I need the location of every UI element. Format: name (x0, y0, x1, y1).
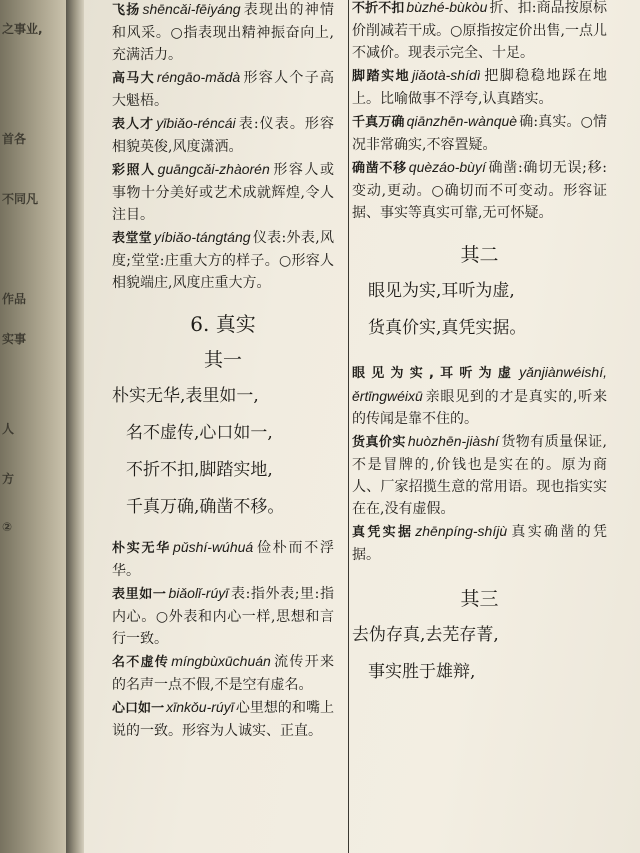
dictionary-entry: 朴实无华 pǔshí-wúhuá 俭朴而不浮华。 (112, 539, 334, 579)
poem-line: 货真价实,真凭实据。 (368, 318, 527, 338)
left-page-fragment: 作品 (2, 292, 27, 306)
poem-subtitle: 其一 (203, 349, 242, 371)
dictionary-entry: 眼见为实,耳听为虚 yǎnjiànwéishí, ěrtīngwéixū 亲眼见到的才是真实的,听来的传闻是靠不住的。 (352, 364, 607, 427)
left-page-fragment: 实事 (2, 332, 27, 346)
left-page-fragment: 之事业, (2, 22, 43, 36)
poem-line: 去伪存真,去芜存菁, (352, 625, 499, 645)
column-divider (348, 0, 349, 853)
dictionary-entry: 真凭实据 zhēnpíng-shíjù 真实确凿的凭据。 (352, 523, 607, 563)
book-gutter (66, 0, 86, 853)
left-column (112, 0, 334, 742)
dictionary-entry: 不折不扣 bùzhé-bùkòu 折、扣:商品按原标价削减若干成。○原指按定价出售,一点儿不减价。现表示完全、十足。 (352, 0, 607, 61)
left-page-fragment: 首各 (2, 132, 27, 146)
left-page-fragment: 不同凡 (2, 192, 39, 206)
poem-line: 眼见为实,耳听为虚, (368, 281, 515, 301)
right-column (352, 0, 607, 691)
dictionary-entry: 表里如一 biǎolǐ-rúyī 表:指外表;里:指内心。○外表和内心一样,思想和言行一致。 (112, 585, 334, 647)
dictionary-entry: 千真万确 qiānzhēn-wànquè 确:真实。○情况非常确实,不容置疑。 (352, 113, 607, 153)
dictionary-entry: 飞扬 shēncǎi-fēiyáng 表现出的神情和风采。○指表现出精神振奋向上,充满活力。 (112, 1, 334, 63)
poem-line: 不折不扣,脚踏实地, (126, 460, 273, 480)
dictionary-entry: 表堂堂 yíbiǎo-tángtáng 仪表:外表,风度;堂堂:庄重大方的样子。○形容人相貌端庄,风度庄重大方。 (112, 229, 334, 291)
poem-line: 千真万确,确凿不移。 (126, 497, 285, 517)
dictionary-entry: 高马大 réngāo-mǎdà 形容人个子高大魁梧。 (112, 69, 334, 109)
book-page (84, 0, 640, 853)
dictionary-entry: 脚踏实地 jiǎotà-shídì 把脚稳稳地踩在地上。比喻做事不浮夸,认真踏实。 (352, 67, 607, 107)
poem-subtitle: 其二 (460, 244, 499, 266)
poem-line: 名不虚传,心口如一, (126, 423, 273, 443)
dictionary-entry: 彩照人 guāngcǎi-zhàorén 形容人或事物十分美好或艺术成就辉煌,令人注目。 (112, 161, 334, 223)
dictionary-entry: 表人才 yībiǎo-réncái 表:仪表。形容相貌英俊,风度潇洒。 (112, 115, 334, 155)
left-page-edge (0, 0, 70, 853)
left-page-fragment: 人 (2, 422, 15, 436)
dictionary-entry: 确凿不移 quèzáo-bùyí 确凿:确切无误;移:变动,更动。○确切而不可变动。形容证据、事实等真实可靠,无可怀疑。 (352, 159, 607, 221)
dictionary-entry: 心口如一 xīnkǒu-rúyī 心里想的和嘴上说的一致。形容为人诚实、正直。 (112, 699, 334, 739)
poem-line: 朴实无华,表里如一, (112, 386, 259, 406)
dictionary-entry: 名不虚传 míngbùxūchuán 流传开来的名声一点不假,不是空有虚名。 (112, 653, 334, 693)
left-page-fragment: 方 (2, 472, 15, 486)
poem-subtitle: 其三 (460, 588, 499, 610)
dictionary-entry: 货真价实 huòzhēn-jiàshí 货物有质量保证,不是冒牌的,价钱也是实在的。原为商人、厂家招揽生意的常用语。现也指实实在在,没有虚假。 (352, 433, 607, 517)
left-page-fragment: ② (2, 520, 13, 534)
poem-block (352, 273, 607, 347)
section-title: 6. 真实 (190, 312, 256, 336)
poem-block (112, 378, 334, 526)
poem-line: 事实胜于雄辩, (368, 662, 476, 682)
poem-block (352, 617, 607, 691)
